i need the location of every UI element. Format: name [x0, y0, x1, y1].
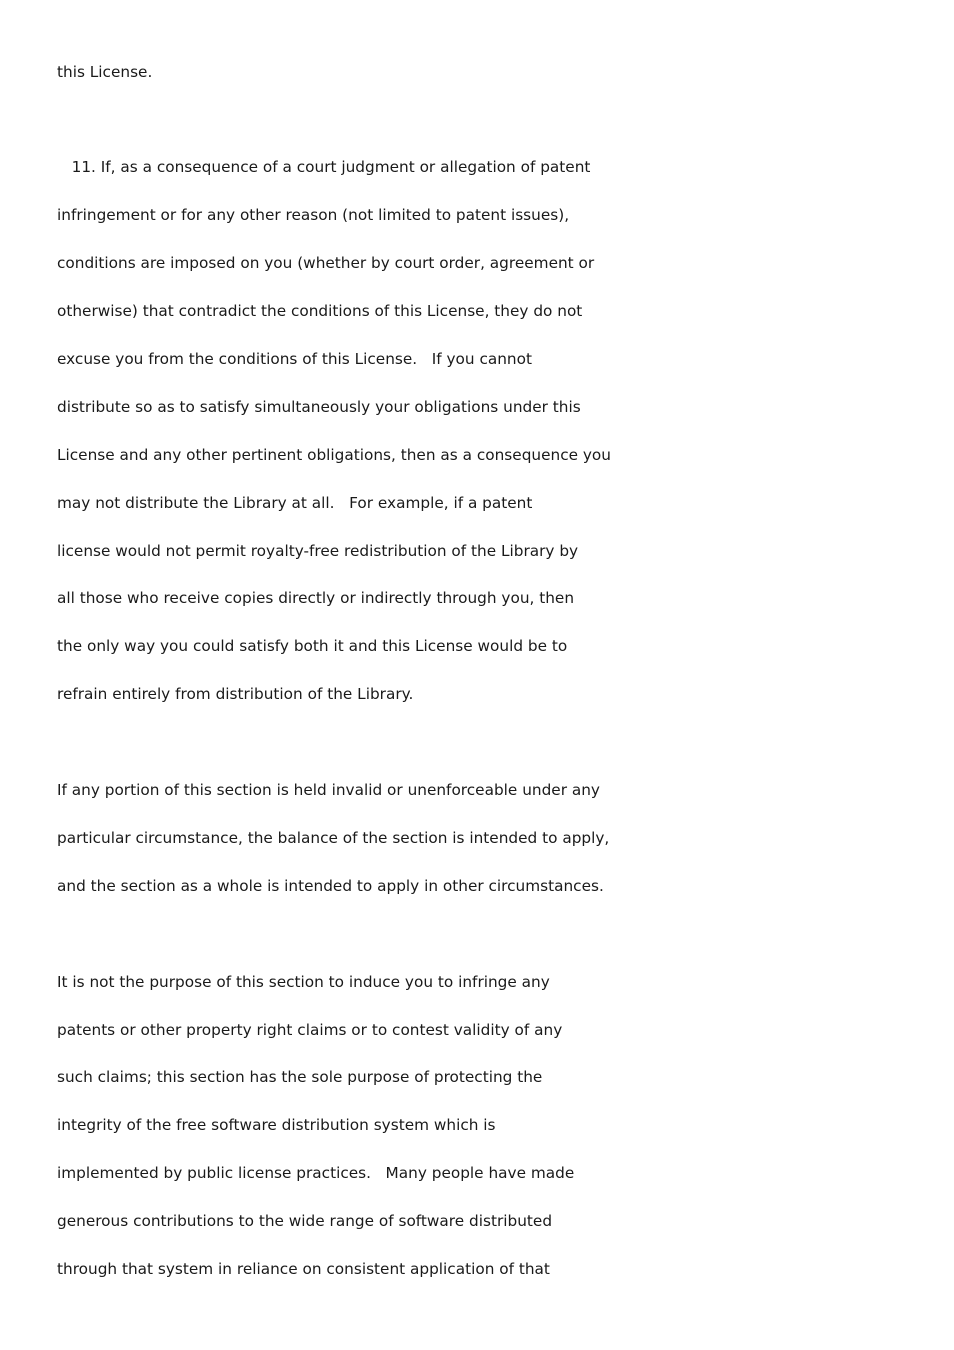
text-line: this License. [57, 63, 153, 81]
text-line: particular circumstance, the balance of the section is intended to apply, [57, 829, 610, 847]
text-line: conditions are imposed on you (whether by court order, agreement or [57, 254, 595, 272]
text-line: License and any other pertinent obligations, then as a consequence you [57, 446, 611, 464]
text-line: patents or other property right claims or to contest validity of any [57, 1021, 563, 1039]
text-line: distribute so as to satisfy simultaneously your obligations under this [57, 398, 581, 416]
text-line: the only way you could satisfy both it and this License would be to [57, 637, 568, 655]
text-line: If any portion of this section is held invalid or unenforceable under any [57, 781, 600, 799]
text-line: otherwise) that contradict the conditions of this License, they do not [57, 302, 583, 320]
text-line: may not distribute the Library at all. For example, if a patent [57, 494, 533, 512]
text-line: implemented by public license practices. Many people have made [57, 1164, 575, 1182]
text-line: such claims; this section has the sole purpose of protecting the [57, 1068, 543, 1086]
text-line: generous contributions to the wide range of software distributed [57, 1212, 553, 1230]
text-line: all those who receive copies directly or indirectly through you, then [57, 589, 575, 607]
text-line: license would not permit royalty-free redistribution of the Library by [57, 542, 579, 560]
text-line: infringement or for any other reason (not limited to patent issues), [57, 206, 570, 224]
text-line: refrain entirely from distribution of the Library. [57, 685, 414, 703]
text-line: integrity of the free software distribution system which is [57, 1116, 496, 1134]
text-line: through that system in reliance on consistent application of that [57, 1260, 550, 1278]
text-line: excuse you from the conditions of this License. If you cannot [57, 350, 532, 368]
text-line: and the section as a whole is intended to apply in other circumstances. [57, 877, 604, 895]
text-line: It is not the purpose of this section to induce you to infringe any [57, 973, 550, 991]
text-line: 11. If, as a consequence of a court judgment or allegation of patent [57, 158, 591, 176]
